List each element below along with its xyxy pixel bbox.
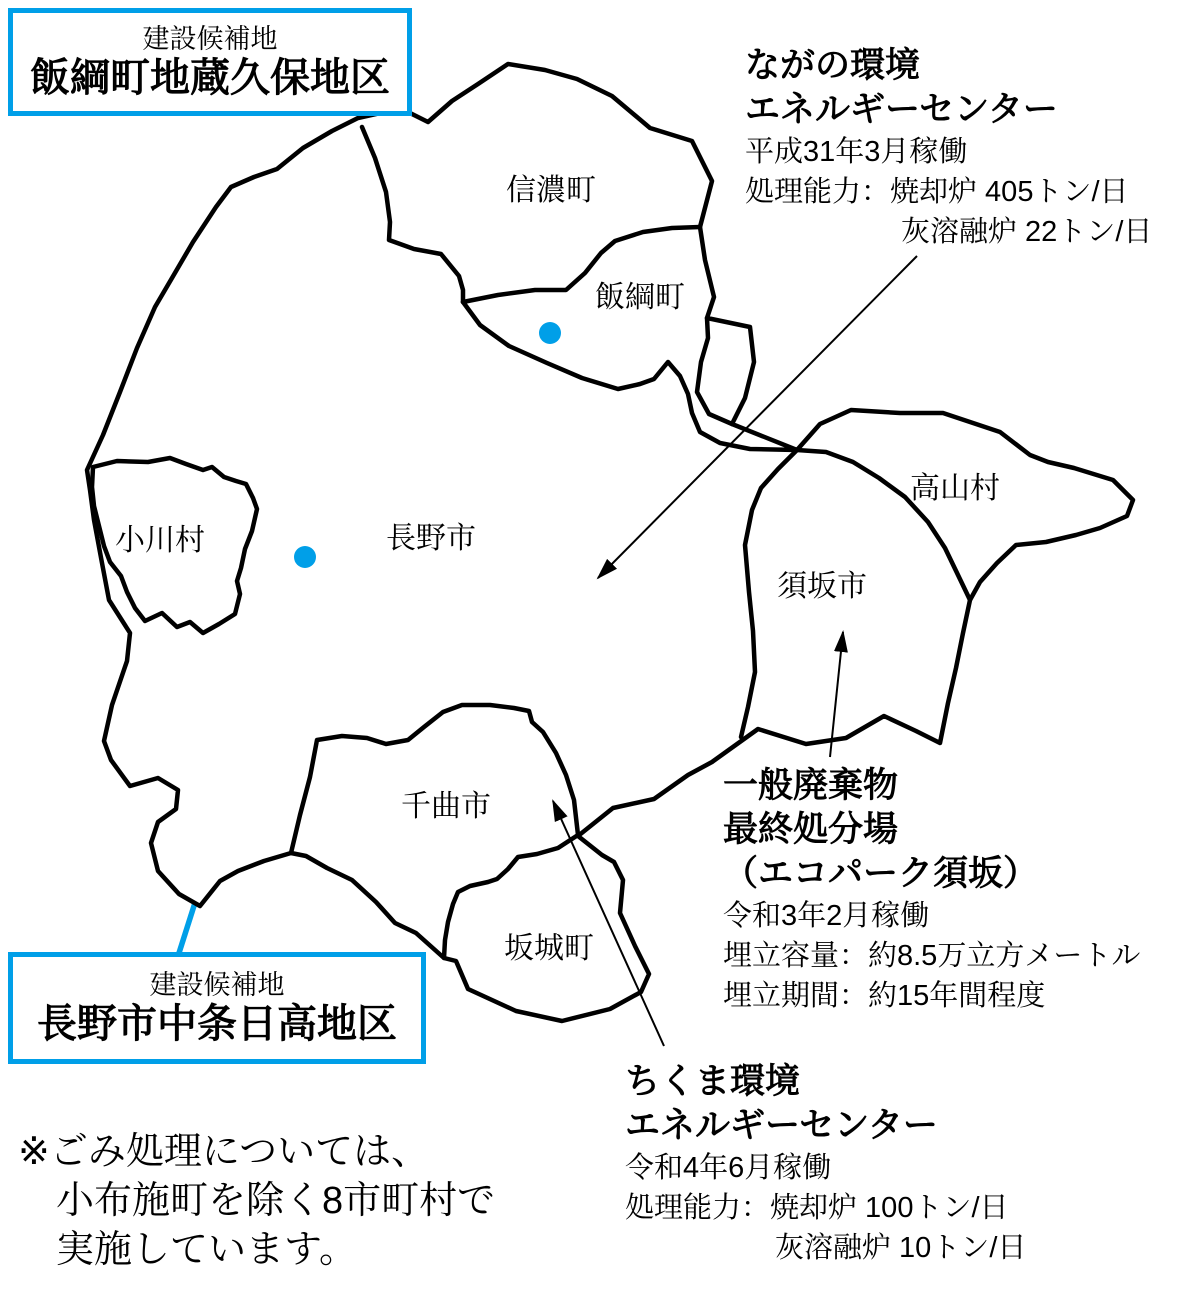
facility-detail-line: 令和3年2月稼働 — [723, 900, 930, 932]
facility-detail-line: 埋立期間：約15年間程度 — [723, 980, 1046, 1012]
callout-nagano-site — [8, 952, 426, 1064]
facility-title-line: ちくま環境 — [625, 1062, 801, 1101]
callout-site-name: 長野市中条日高地区 — [37, 1002, 397, 1046]
facility-ecopark-suzaka — [723, 764, 1140, 1016]
callout-tag: 建設候補地 — [149, 970, 285, 1000]
site-marker-iizuna-dot — [539, 322, 561, 344]
facility-detail-line: 処理能力：焼却炉 405トン/日 — [745, 176, 1129, 208]
facility-title-line: 一般廃棄物 — [723, 766, 899, 805]
map-label-chikumashi: 千曲市 — [401, 790, 491, 823]
facility-nagano-energy-center — [745, 44, 1152, 252]
map-label-takayamamura: 高山村 — [910, 472, 1000, 505]
footnote-line: 小布施町を除く8市町村で — [56, 1180, 496, 1222]
map-label-shinanomachi: 信濃町 — [506, 174, 596, 207]
facility-detail-line: 令和4年6月稼働 — [625, 1152, 832, 1184]
facility-title-line: エネルギーセンター — [745, 90, 1058, 129]
facility-title-line: エネルギーセンター — [625, 1106, 938, 1145]
map-label-suzakashi: 須坂市 — [777, 570, 867, 603]
facility-detail-line: 埋立容量：約8.5万立方メートル — [723, 940, 1141, 972]
map-label-iizunamachi: 飯綱町 — [595, 281, 685, 314]
facility-title-line: ながの環境 — [745, 46, 921, 85]
callout-site-name: 飯綱町地蔵久保地区 — [30, 56, 390, 100]
callout-tag: 建設候補地 — [142, 24, 278, 54]
site-marker-nagano-dot — [294, 546, 316, 568]
footnote-line: 実施しています。 — [56, 1229, 357, 1271]
footnote — [18, 1128, 495, 1275]
callout-iizuna-site — [8, 8, 412, 116]
facility-detail-line: 処理能力：焼却炉 100トン/日 — [625, 1192, 1009, 1224]
facility-title-line: （エコパーク須坂） — [723, 854, 1039, 893]
facility-detail-line: 平成31年3月稼働 — [745, 136, 968, 168]
footnote-line: ※ごみ処理については、 — [18, 1131, 430, 1173]
facility-detail-line: 灰溶融炉 10トン/日 — [775, 1232, 1027, 1264]
map-label-ogawamura: 小川村 — [115, 524, 205, 557]
map-label-sakakimachi: 坂城町 — [504, 932, 594, 965]
facility-chikuma-energy-center — [625, 1060, 1026, 1268]
facility-title-line: 最終処分場 — [723, 810, 899, 849]
map-label-naganoshi: 長野市 — [386, 522, 476, 555]
facility-detail-line: 灰溶融炉 22トン/日 — [901, 216, 1153, 248]
